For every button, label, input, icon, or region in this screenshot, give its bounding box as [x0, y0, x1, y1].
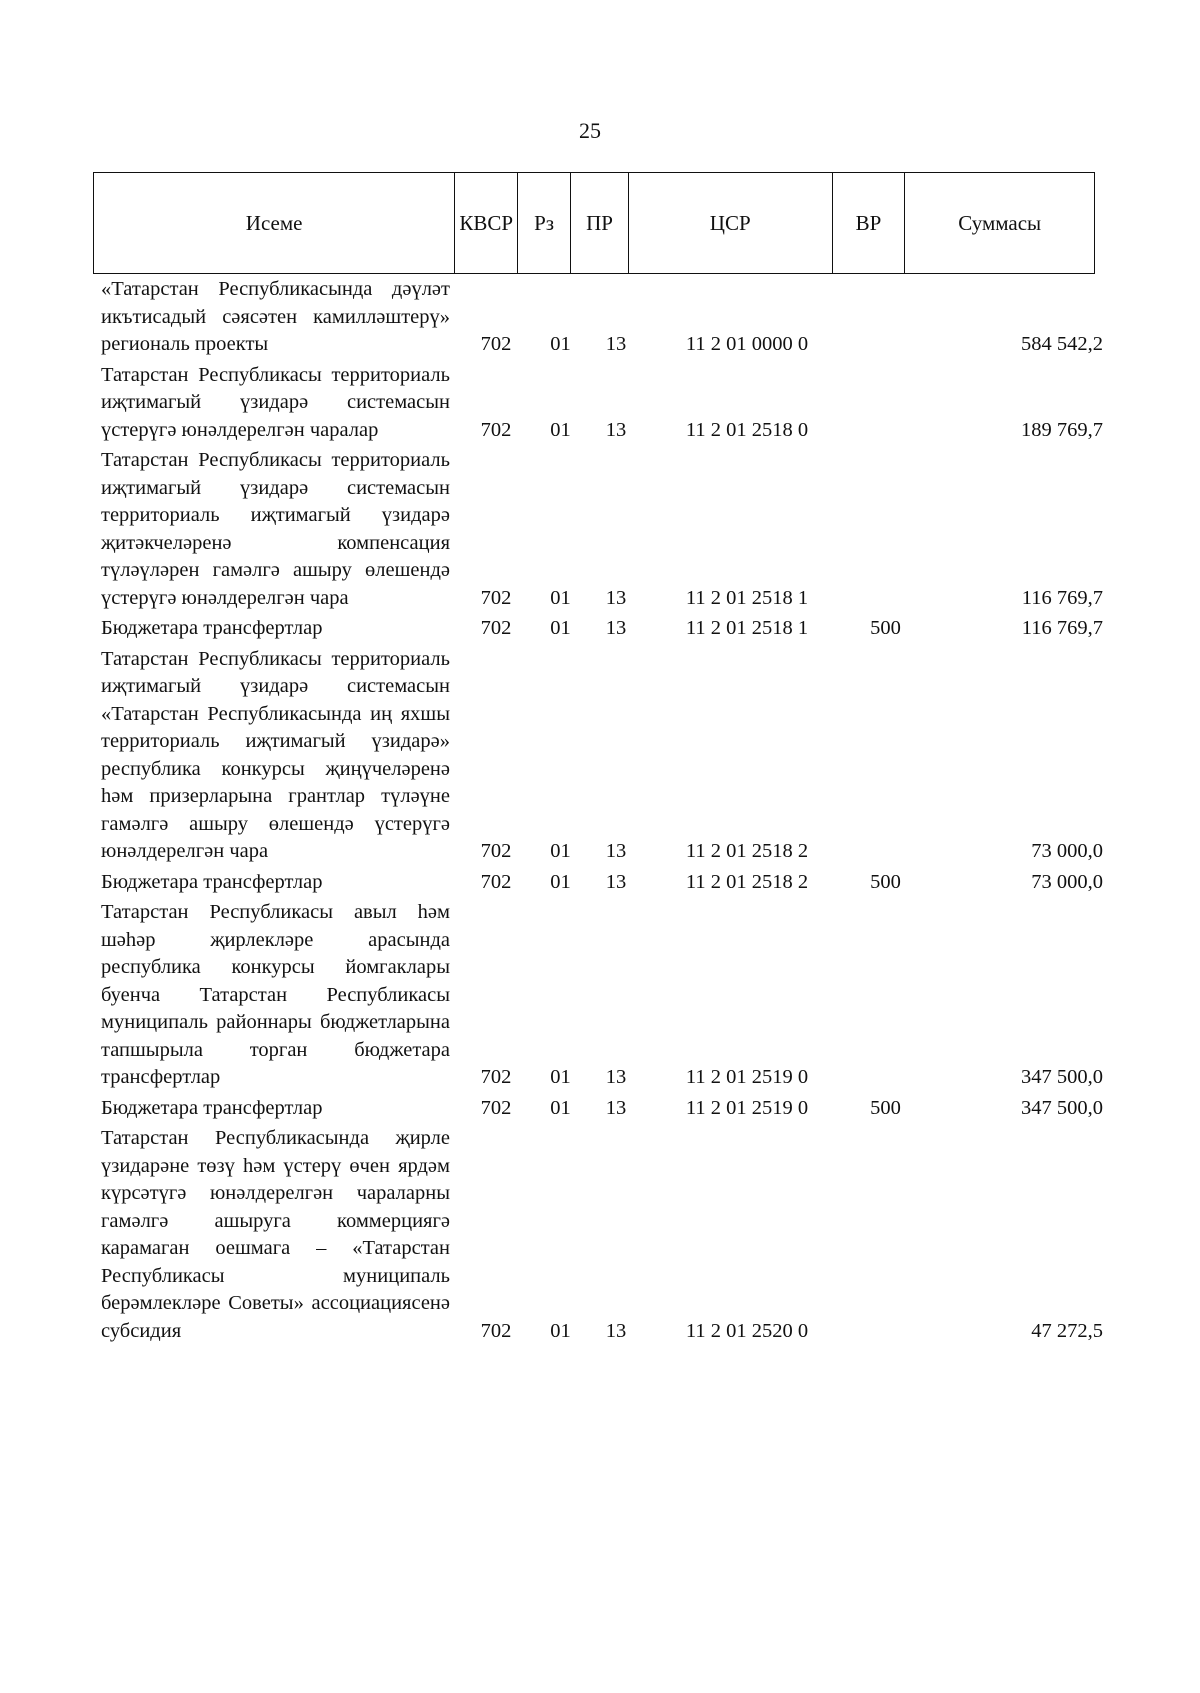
table-body	[93, 276, 1103, 1348]
table-header	[93, 172, 1095, 274]
table-row	[93, 646, 1103, 866]
table-row	[93, 362, 1103, 445]
row-sum: 116 769,7	[1021, 617, 1103, 639]
row-csr: 11 2 01 2518 1	[685, 586, 809, 609]
table-row	[93, 869, 1103, 897]
header-pr: ПР	[571, 173, 629, 273]
header-sum: Суммасы	[958, 210, 1042, 235]
row-csr: 11 2 01 2520 0	[685, 1319, 809, 1342]
row-sum: 47 272,5	[1031, 1319, 1103, 1342]
row-pr: 13	[605, 418, 627, 441]
row-kvsr: 702	[480, 840, 512, 862]
row-name: Татарстан Республикасы авыл һәм шәһәр җирлекләре арасында республика конкурсы йомгаклары буенча Татарстан Республикасы муниципаль районнары бюджетларына тапшырыла торган бюджетара трансфертлар	[101, 901, 450, 1088]
row-rz: 01	[550, 617, 571, 639]
header-name: Исеме	[94, 173, 455, 273]
row-pr: 13	[605, 1066, 627, 1088]
row-csr: 11 2 01 2519 0	[685, 1066, 809, 1088]
row-csr: 11 2 01 2518 1	[685, 617, 809, 639]
row-csr: 11 2 01 0000 0	[685, 333, 809, 355]
row-kvsr: 702	[480, 870, 512, 893]
row-rz: 01	[550, 840, 571, 862]
table-row	[93, 615, 1103, 643]
row-sum: 73 000,0	[1031, 870, 1103, 893]
row-rz: 01	[550, 1096, 571, 1119]
row-sum: 347 500,0	[1021, 1096, 1103, 1119]
row-pr: 13	[605, 1319, 627, 1342]
table-row	[93, 447, 1103, 612]
row-vr: 500	[870, 1096, 901, 1119]
row-kvsr: 702	[480, 1096, 512, 1119]
row-sum: 584 542,2	[1021, 333, 1103, 355]
row-kvsr: 702	[480, 586, 512, 609]
row-rz: 01	[550, 870, 571, 893]
row-pr: 13	[605, 333, 627, 355]
row-rz: 01	[550, 586, 571, 609]
page-number: 25	[579, 118, 601, 143]
row-name: «Татарстан Республикасында дәүләт икътисадый сәясәтен камилләштерү» региональ проекты	[101, 278, 450, 355]
row-sum: 347 500,0	[1021, 1066, 1103, 1088]
table-row	[93, 899, 1103, 1092]
header-rz: Рз	[518, 173, 571, 273]
row-kvsr: 702	[480, 1066, 512, 1088]
row-name: Татарстан Республикасы территориаль иҗтимагый үзидарә системасын үстерүгә юнәлдерелгән чаралар	[101, 363, 450, 441]
row-kvsr: 702	[480, 418, 512, 441]
row-pr: 13	[605, 586, 627, 609]
row-pr: 13	[605, 1096, 627, 1119]
row-name: Бюджетара трансфертлар	[101, 1096, 323, 1119]
table-row	[93, 276, 1103, 359]
row-pr: 13	[605, 840, 627, 862]
row-pr: 13	[605, 617, 627, 639]
row-csr: 11 2 01 2518 2	[685, 870, 809, 893]
row-name: Татарстан Республикасында җирле үзидарәне төзү һәм үстерү өчен ярдәм күрсәтүгә юнәлдерелгән чараларны гамәлгә ашыруга коммерциягә карамаган оешмага – «Татарстан Республикасы муниципаль берәмлекләре Советы» ассоциациясенә субсидия	[101, 1127, 450, 1342]
row-name: Бюджетара трансфертлар	[101, 870, 323, 893]
row-kvsr: 702	[480, 333, 512, 355]
row-sum: 116 769,7	[1021, 586, 1103, 609]
row-name: Бюджетара трансфертлар	[101, 617, 323, 639]
row-kvsr: 702	[480, 617, 512, 639]
row-rz: 01	[550, 333, 571, 355]
row-sum: 189 769,7	[1021, 418, 1103, 441]
header-csr: ЦСР	[629, 173, 833, 273]
row-csr: 11 2 01 2518 0	[685, 418, 809, 441]
row-sum: 73 000,0	[1031, 840, 1103, 862]
row-vr: 500	[870, 617, 901, 639]
header-kvsr: КВСР	[455, 173, 518, 273]
row-rz: 01	[550, 418, 571, 441]
row-name: Татарстан Республикасы территориаль иҗтимагый үзидарә системасын «Татарстан Республикасында иң яхшы территориаль иҗтимагый үзидарә» республика конкурсы җиңүчеләренә һәм призерларына грантлар түләүне гамәлгә ашыру өлешендә үстерүгә юнәлдерелгән чара	[101, 647, 450, 862]
row-vr: 500	[870, 870, 901, 893]
row-csr: 11 2 01 2518 2	[685, 840, 809, 862]
table-row	[93, 1125, 1103, 1345]
header-vr: ВР	[833, 173, 906, 273]
row-rz: 01	[550, 1066, 571, 1088]
table-row	[93, 1095, 1103, 1123]
row-csr: 11 2 01 2519 0	[685, 1096, 809, 1119]
row-pr: 13	[605, 870, 627, 893]
row-rz: 01	[550, 1319, 571, 1342]
row-kvsr: 702	[480, 1319, 512, 1342]
row-name: Татарстан Республикасы территориаль иҗтимагый үзидарә системасын территориаль иҗтимагый үзидарә җитәкчеләренә компенсация түләүләрен гамәлгә ашыру өлешендә үстерүгә юнәлдерелгән чара	[101, 449, 450, 609]
